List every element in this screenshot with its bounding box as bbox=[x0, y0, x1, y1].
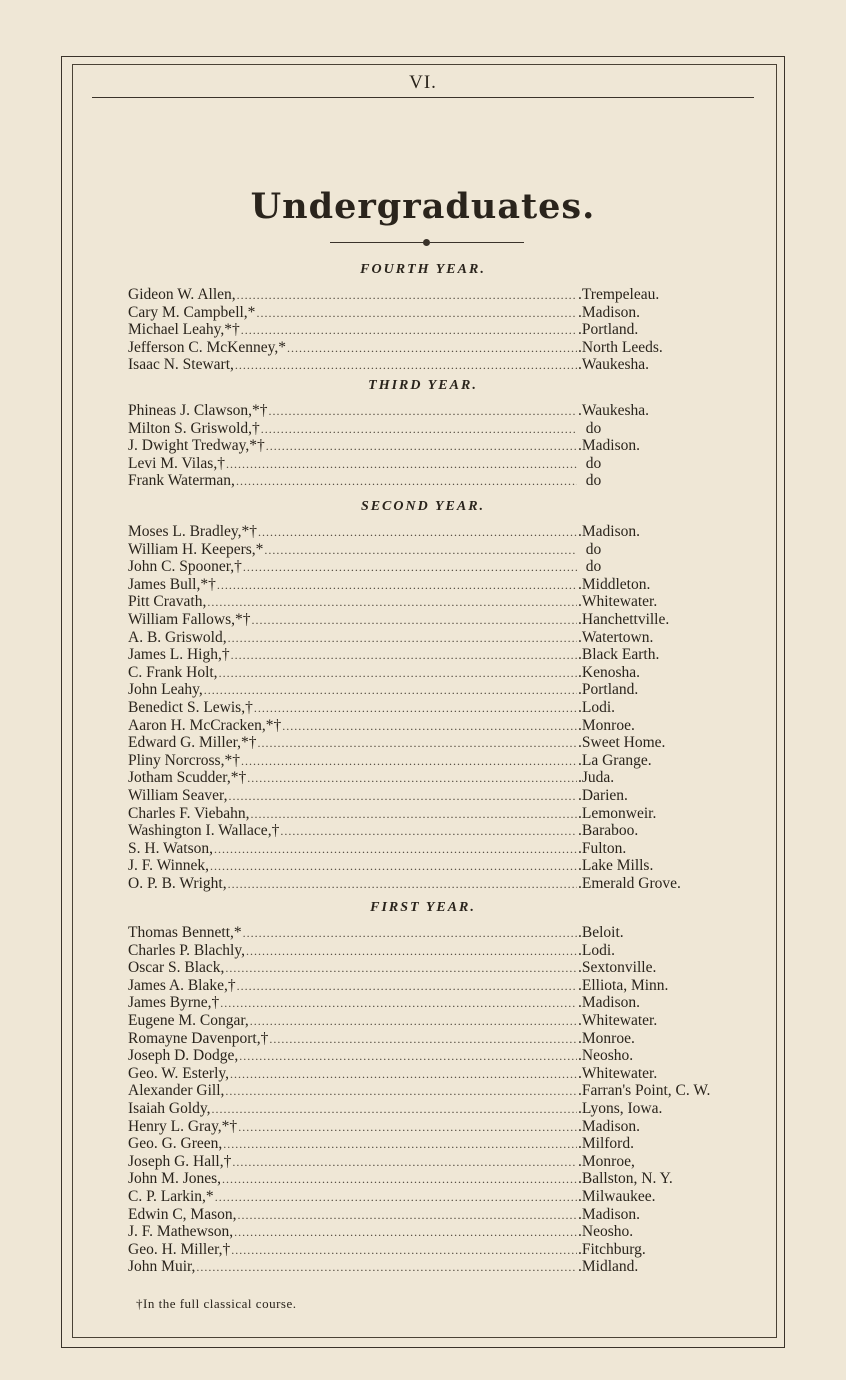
dot-leader bbox=[238, 1206, 578, 1224]
student-hometown: .Lyons, Iowa. bbox=[578, 1100, 663, 1117]
student-hometown: .Lake Mills. bbox=[578, 857, 654, 875]
student-hometown: .Neosho. bbox=[578, 1047, 634, 1065]
student-row bbox=[128, 541, 768, 559]
student-row bbox=[128, 664, 768, 682]
dot-leader bbox=[196, 1258, 577, 1276]
student-row bbox=[128, 875, 768, 893]
student-name: Romayne Davenport,† bbox=[128, 1029, 269, 1047]
dot-leader bbox=[215, 1188, 577, 1206]
student-name: Joseph D. Dodge, bbox=[128, 1047, 239, 1065]
student-name: John C. Spooner,† bbox=[128, 558, 242, 576]
student-row bbox=[128, 734, 768, 752]
student-row bbox=[128, 1258, 768, 1276]
dot-leader bbox=[231, 646, 577, 664]
dot-leader bbox=[230, 1065, 577, 1083]
dot-leader bbox=[226, 455, 577, 473]
student-name: William Seaver, bbox=[128, 787, 228, 804]
student-hometown: .Midland. bbox=[578, 1258, 639, 1276]
student-name: Joseph G. Hall,† bbox=[128, 1152, 232, 1170]
student-row bbox=[128, 1153, 768, 1171]
student-row bbox=[128, 840, 768, 858]
dot-leader bbox=[228, 787, 577, 805]
student-row bbox=[128, 942, 768, 960]
student-hometown: .Juda. bbox=[578, 769, 615, 787]
student-hometown: .Whitewater. bbox=[578, 1064, 658, 1082]
student-hometown: .Fulton. bbox=[578, 839, 627, 857]
student-name: S. H. Watson, bbox=[128, 839, 214, 857]
section-heading: FIRST YEAR. bbox=[370, 900, 476, 915]
dot-leader bbox=[246, 942, 577, 960]
student-hometown: .La Grange. bbox=[578, 751, 652, 769]
student-row bbox=[128, 1188, 768, 1206]
student-name: Henry L. Gray,*† bbox=[128, 1117, 238, 1135]
student-row bbox=[128, 455, 768, 473]
student-hometown: .Watertown. bbox=[578, 628, 654, 646]
dot-leader bbox=[243, 924, 577, 942]
dot-leader bbox=[264, 541, 577, 559]
dot-leader bbox=[228, 875, 577, 893]
student-row bbox=[128, 1206, 768, 1224]
student-name: Cary M. Campbell,* bbox=[128, 303, 256, 321]
dot-leader bbox=[225, 1082, 577, 1100]
student-name: Phineas J. Clawson,*† bbox=[128, 402, 268, 419]
student-row bbox=[128, 1241, 768, 1259]
student-row bbox=[128, 523, 768, 541]
student-name: Frank Waterman, bbox=[128, 472, 235, 490]
student-hometown: do bbox=[578, 419, 602, 437]
dot-leader bbox=[254, 699, 577, 717]
student-name: J. Dwight Tredway,*† bbox=[128, 437, 265, 455]
student-name: Pitt Cravath, bbox=[128, 593, 207, 611]
student-hometown: .Monroe. bbox=[578, 716, 635, 734]
student-name: Isaac N. Stewart, bbox=[128, 356, 234, 374]
page-number: VI. bbox=[409, 72, 437, 93]
student-hometown: .Baraboo. bbox=[578, 822, 639, 840]
dot-leader bbox=[258, 523, 577, 541]
student-name: Oscar S. Black, bbox=[128, 959, 225, 977]
dot-leader bbox=[280, 822, 577, 840]
dot-leader bbox=[235, 356, 577, 374]
student-row bbox=[128, 646, 768, 664]
student-hometown: .Darien. bbox=[578, 787, 628, 804]
student-hometown: .Lemonweir. bbox=[578, 804, 657, 822]
student-hometown: .Kenosha. bbox=[578, 663, 640, 681]
footnote: †In the full classical course. bbox=[136, 1296, 297, 1311]
student-hometown: .Hanchettville. bbox=[578, 611, 670, 628]
student-row bbox=[128, 593, 768, 611]
dot-leader bbox=[239, 1047, 577, 1065]
dot-leader bbox=[219, 664, 577, 682]
student-row bbox=[128, 857, 768, 875]
dot-leader bbox=[207, 593, 577, 611]
student-row bbox=[128, 699, 768, 717]
student-row bbox=[128, 304, 768, 322]
ornament-dot bbox=[423, 239, 430, 246]
student-hometown: .Madison. bbox=[578, 303, 640, 321]
student-hometown: .Monroe. bbox=[578, 1029, 635, 1047]
student-name: C. P. Larkin,* bbox=[128, 1188, 214, 1205]
student-row bbox=[128, 805, 768, 823]
student-row bbox=[128, 717, 768, 735]
student-name: A. B. Griswold, bbox=[128, 628, 227, 646]
student-name: Michael Leahy,*† bbox=[128, 321, 240, 339]
student-name: John Muir, bbox=[128, 1258, 196, 1276]
student-row bbox=[128, 1012, 768, 1030]
student-name: James A. Blake,† bbox=[128, 976, 236, 994]
dot-leader bbox=[217, 576, 577, 594]
dot-leader bbox=[266, 437, 577, 455]
dot-leader bbox=[261, 420, 577, 438]
dot-leader bbox=[269, 402, 578, 420]
student-row bbox=[128, 558, 768, 576]
dot-leader bbox=[252, 611, 577, 629]
student-name: Aaron H. McCracken,*† bbox=[128, 716, 282, 734]
student-name: James Byrne,† bbox=[128, 994, 220, 1012]
student-hometown: .Elliota, Minn. bbox=[578, 976, 669, 994]
student-row bbox=[128, 437, 768, 455]
dot-leader bbox=[214, 840, 577, 858]
student-hometown: do bbox=[578, 472, 602, 490]
student-row bbox=[128, 822, 768, 840]
student-name: Geo. H. Miller,† bbox=[128, 1240, 231, 1258]
section-heading: SECOND YEAR. bbox=[360, 499, 486, 514]
dot-leader bbox=[236, 472, 577, 490]
student-name: Charles F. Viebahn, bbox=[128, 804, 250, 822]
student-row bbox=[128, 321, 768, 339]
dot-leader bbox=[258, 734, 577, 752]
student-hometown: .Portland. bbox=[578, 681, 639, 699]
student-name: Eugene M. Congar, bbox=[128, 1012, 249, 1029]
student-row bbox=[128, 472, 768, 490]
student-row bbox=[128, 286, 768, 304]
student-hometown: do bbox=[578, 558, 602, 576]
dot-leader bbox=[247, 769, 577, 787]
dot-leader bbox=[232, 1153, 577, 1171]
student-name: J. F. Winnek, bbox=[128, 857, 209, 875]
student-name: Charles P. Blachly, bbox=[128, 941, 245, 959]
student-name: Geo. W. Esterly, bbox=[128, 1064, 230, 1082]
student-row bbox=[128, 924, 768, 942]
student-name: Gideon W. Allen, bbox=[128, 286, 236, 303]
student-hometown: .Sweet Home. bbox=[578, 734, 666, 752]
student-row bbox=[128, 787, 768, 805]
student-name: Jotham Scudder,*† bbox=[128, 769, 247, 787]
student-name: J. F. Mathewson, bbox=[128, 1223, 234, 1241]
student-hometown: .Beloit. bbox=[578, 924, 624, 941]
dot-leader bbox=[269, 1030, 577, 1048]
dot-leader bbox=[241, 752, 577, 770]
dot-leader bbox=[237, 286, 577, 304]
student-row bbox=[128, 1047, 768, 1065]
dot-leader bbox=[225, 959, 577, 977]
student-row bbox=[128, 1082, 768, 1100]
student-row bbox=[128, 1118, 768, 1136]
student-hometown: .Madison. bbox=[578, 437, 640, 455]
student-hometown: .Madison. bbox=[578, 1205, 640, 1223]
dot-leader bbox=[287, 339, 577, 357]
student-hometown: .Emerald Grove. bbox=[578, 875, 681, 892]
student-name: C. Frank Holt, bbox=[128, 663, 218, 681]
student-name: Moses L. Bradley,*† bbox=[128, 523, 258, 540]
student-name: Isaiah Goldy, bbox=[128, 1100, 211, 1117]
student-row bbox=[128, 1135, 768, 1153]
student-hometown: .Trempeleau. bbox=[578, 286, 660, 303]
student-hometown: .Lodi. bbox=[578, 941, 616, 959]
student-name: Washington I. Wallace,† bbox=[128, 822, 280, 840]
dot-leader bbox=[251, 805, 577, 823]
student-hometown: .Waukesha. bbox=[578, 356, 650, 374]
dot-leader bbox=[210, 857, 577, 875]
dot-leader bbox=[223, 1135, 577, 1153]
student-hometown: .Lodi. bbox=[578, 699, 616, 716]
dot-leader bbox=[228, 629, 577, 647]
student-row bbox=[128, 1030, 768, 1048]
student-hometown: .Madison. bbox=[578, 1117, 640, 1135]
student-hometown: .Milwaukee. bbox=[578, 1188, 656, 1205]
student-name: Geo. G. Green, bbox=[128, 1135, 223, 1153]
student-name: John Leahy, bbox=[128, 681, 203, 699]
section-heading: THIRD YEAR. bbox=[368, 378, 478, 393]
student-name: Milton S. Griswold,† bbox=[128, 419, 260, 437]
student-hometown: .Sextonville. bbox=[578, 959, 657, 977]
student-name: James Bull,*† bbox=[128, 575, 216, 593]
student-row bbox=[128, 977, 768, 995]
dot-leader bbox=[212, 1100, 577, 1118]
student-hometown: .Madison. bbox=[578, 994, 640, 1012]
dot-leader bbox=[238, 1118, 577, 1136]
student-name: Alexander Gill, bbox=[128, 1082, 225, 1100]
student-hometown: .Fitchburg. bbox=[578, 1240, 646, 1258]
dot-leader bbox=[237, 977, 577, 995]
section-heading: FOURTH YEAR. bbox=[360, 262, 486, 277]
dot-leader bbox=[282, 717, 577, 735]
student-row bbox=[128, 769, 768, 787]
student-row bbox=[128, 420, 768, 438]
student-row bbox=[128, 994, 768, 1012]
student-row bbox=[128, 629, 768, 647]
student-row bbox=[128, 959, 768, 977]
student-row bbox=[128, 1170, 768, 1188]
dot-leader bbox=[220, 994, 577, 1012]
student-name: Edwin C, Mason, bbox=[128, 1205, 237, 1223]
dot-leader bbox=[243, 558, 577, 576]
student-name: John M. Jones, bbox=[128, 1170, 222, 1188]
student-name: William Fallows,*† bbox=[128, 611, 251, 628]
student-name: Thomas Bennett,* bbox=[128, 924, 242, 941]
dot-leader bbox=[231, 1241, 577, 1259]
dot-leader bbox=[234, 1223, 577, 1241]
header-rule bbox=[92, 97, 754, 98]
student-hometown: .Madison. bbox=[578, 523, 640, 540]
student-hometown: .Farran's Point, C. W. bbox=[578, 1082, 711, 1100]
dot-leader bbox=[222, 1170, 577, 1188]
page-title: Undergraduates. bbox=[250, 186, 596, 227]
student-name: Edward G. Miller,*† bbox=[128, 734, 257, 752]
student-hometown: .Ballston, N. Y. bbox=[578, 1170, 673, 1188]
student-hometown: do bbox=[578, 540, 602, 558]
student-hometown: .North Leeds. bbox=[578, 338, 663, 356]
student-hometown: .Waukesha. bbox=[578, 402, 650, 419]
student-row bbox=[128, 402, 768, 420]
student-hometown: .Whitewater. bbox=[578, 593, 658, 611]
student-hometown: .Milford. bbox=[578, 1135, 634, 1153]
student-name: Jefferson C. McKenney,* bbox=[128, 338, 286, 356]
dot-leader bbox=[241, 321, 577, 339]
student-row bbox=[128, 356, 768, 374]
student-name: O. P. B. Wright, bbox=[128, 875, 227, 892]
student-name: Benedict S. Lewis,† bbox=[128, 699, 253, 716]
student-row bbox=[128, 752, 768, 770]
student-row bbox=[128, 1100, 768, 1118]
ornament-rule-left bbox=[330, 242, 424, 243]
student-hometown: do bbox=[578, 454, 602, 472]
student-name: James L. High,† bbox=[128, 646, 230, 664]
student-name: Pliny Norcross,*† bbox=[128, 751, 240, 769]
ornament-rule-right bbox=[430, 242, 524, 243]
student-row bbox=[128, 576, 768, 594]
student-row bbox=[128, 681, 768, 699]
student-row bbox=[128, 1065, 768, 1083]
student-name: William H. Keepers,* bbox=[128, 540, 264, 558]
dot-leader bbox=[204, 681, 577, 699]
student-hometown: .Middleton. bbox=[578, 575, 651, 593]
dot-leader bbox=[250, 1012, 577, 1030]
student-hometown: .Whitewater. bbox=[578, 1012, 658, 1029]
dot-leader bbox=[256, 304, 577, 322]
student-hometown: .Neosho. bbox=[578, 1223, 634, 1241]
student-row bbox=[128, 611, 768, 629]
student-hometown: .Portland. bbox=[578, 321, 639, 339]
student-hometown: .Monroe, bbox=[578, 1152, 635, 1170]
student-name: Levi M. Vilas,† bbox=[128, 454, 225, 472]
student-row bbox=[128, 339, 768, 357]
student-hometown: .Black Earth. bbox=[578, 646, 660, 664]
student-row bbox=[128, 1223, 768, 1241]
